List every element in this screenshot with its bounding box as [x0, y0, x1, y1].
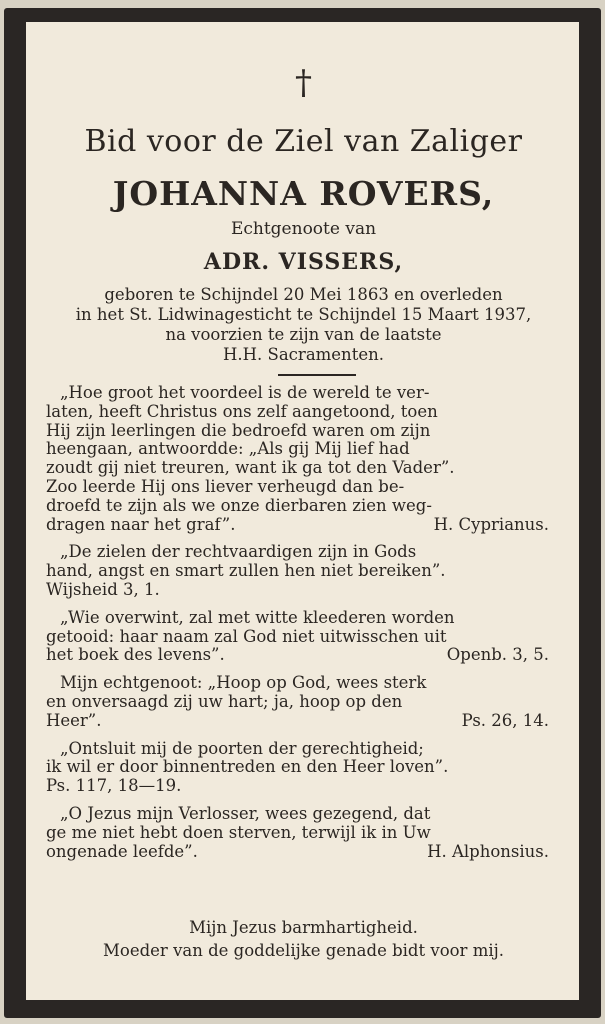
quote-source: H. Alphonsius.	[427, 841, 549, 861]
quote	[46, 543, 561, 599]
quote-line-with-source	[46, 712, 561, 731]
bio-line: na voorzien te zijn van de laatste	[165, 325, 442, 344]
quote-line-with-source	[46, 843, 561, 862]
quote-line: ik wil er door binnentreden en den Heer loven”.	[46, 757, 449, 777]
quote-line: laten, heeft Christus ons zelf aangetoond, toen	[46, 401, 438, 421]
bio-line: geboren te Schijndel 20 Mei 1863 en overleden	[104, 285, 503, 304]
quote-line: „Wie overwint, zal met witte kleederen worden	[60, 607, 455, 627]
quote-line: en onversaagd zij uw hart; ja, hoop op den	[46, 691, 403, 711]
quote-line: „De zielen der rechtvaardigen zijn in Gods	[60, 542, 417, 562]
deceased-name: JOHANNA ROVERS,	[112, 174, 495, 213]
closing-prayers	[46, 916, 561, 962]
quote-line: Zoo leerde Hij ons liever verheugd dan be-	[46, 476, 405, 496]
bio-line: in het St. Lidwinagesticht te Schijndel 15 Maart 1937,	[75, 305, 532, 324]
quote	[46, 740, 561, 796]
quote-line: dragen naar het graf”.	[46, 514, 236, 534]
quote-line: heengaan, antwoordde: „Als gij Mij lief had	[46, 439, 410, 459]
card-content	[46, 22, 561, 1000]
quote-line: „Ontsluit mij de poorten der gerechtigheid;	[60, 738, 424, 758]
closing-line: Mijn Jezus barmhartigheid.	[189, 918, 418, 937]
card-paper	[26, 22, 579, 1000]
quote-line: ge me niet hebt doen sterven, terwijl ik in Uw	[46, 822, 431, 842]
quote	[46, 384, 561, 534]
quote-line: „O Jezus mijn Verlosser, wees gezegend, dat	[60, 803, 431, 823]
biography	[46, 285, 561, 365]
quote-line: ongenade leefde”.	[46, 841, 198, 861]
quotes-section	[46, 384, 561, 870]
quote-line: hand, angst en smart zullen hen niet bereiken”.	[46, 561, 446, 581]
quote	[46, 805, 561, 861]
spouse-name: ADR. VISSERS,	[203, 249, 404, 275]
quote-line-with-source	[46, 646, 561, 665]
quote	[46, 609, 561, 665]
closing-line: Moeder van de goddelijke genade bidt voor mij.	[103, 941, 504, 960]
bio-line: H.H. Sacramenten.	[223, 345, 384, 364]
quote-source: Ps. 26, 14.	[461, 710, 549, 730]
quote-line: het boek des levens”.	[46, 645, 225, 665]
divider	[278, 374, 356, 376]
quote-source: Ps. 117, 18—19.	[46, 776, 182, 796]
quote	[46, 674, 561, 730]
quote-line: Hij zijn leerlingen die bedroefd waren om zijn	[46, 420, 431, 440]
quote-line: droefd te zijn als we onze dierbaren zien weg-	[46, 495, 432, 515]
spouse-label: Echtgenoote van	[230, 219, 377, 239]
quote-line: zoudt gij niet treuren, want ik ga tot den Vader”.	[46, 458, 455, 478]
quote-source: H. Cyprianus.	[433, 514, 549, 534]
quote-line: „Hoe groot het voordeel is de wereld te ver-	[60, 383, 430, 402]
quote-source: Wijsheid 3, 1.	[46, 579, 160, 599]
quote-line-with-source	[46, 516, 561, 535]
prayer-card	[4, 8, 601, 1018]
quote-line: getooid: haar naam zal God niet uitwisschen uit	[46, 626, 447, 646]
card-headline: Bid voor de Ziel van Zaliger	[84, 124, 523, 159]
quote-line: Mijn echtgenoot: „Hoop op God, wees sterk	[60, 673, 427, 693]
cross-icon: †	[295, 63, 312, 103]
quote-source: Openb. 3, 5.	[446, 645, 549, 665]
quote-line: Heer”.	[46, 710, 102, 730]
